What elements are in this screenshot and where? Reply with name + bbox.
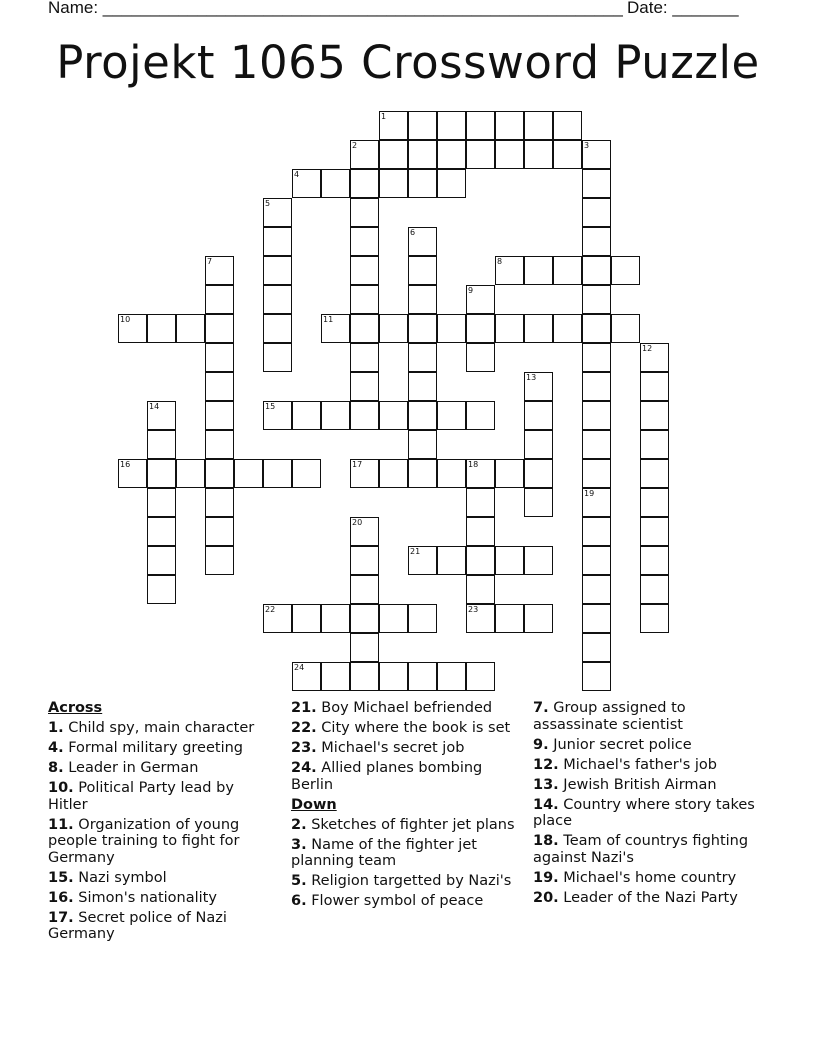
grid-cell[interactable] — [582, 575, 611, 604]
grid-cell[interactable] — [582, 227, 611, 256]
grid-cell[interactable] — [611, 314, 640, 343]
grid-cell[interactable] — [466, 604, 495, 633]
grid-cell[interactable] — [640, 546, 669, 575]
clue-number: 2 — [352, 141, 358, 150]
grid-cell[interactable] — [379, 169, 408, 198]
grid-cell[interactable] — [118, 314, 147, 343]
clue-down-20: 20. Leader of the Nazi Party — [533, 889, 738, 906]
grid-cell[interactable] — [350, 314, 379, 343]
grid-cell[interactable] — [205, 343, 234, 372]
grid-cell[interactable] — [524, 546, 553, 575]
clue-column-1 — [48, 700, 273, 946]
clue-across-11: 11. Organization of young people training to fight for Germany — [48, 816, 240, 866]
grid-cell[interactable] — [437, 662, 466, 691]
grid-cell[interactable] — [640, 401, 669, 430]
grid-cell[interactable] — [350, 169, 379, 198]
grid-cell[interactable] — [495, 140, 524, 169]
grid-cell[interactable] — [234, 459, 263, 488]
grid-cell[interactable] — [582, 604, 611, 633]
grid-cell[interactable] — [379, 459, 408, 488]
clue-down-2: 2. Sketches of fighter jet plans — [291, 816, 515, 833]
grid-cell[interactable] — [466, 111, 495, 140]
grid-cell[interactable] — [437, 401, 466, 430]
grid-cell[interactable] — [640, 343, 669, 372]
grid-cell[interactable] — [292, 401, 321, 430]
grid-cell[interactable] — [321, 169, 350, 198]
grid-cell[interactable] — [495, 459, 524, 488]
clue-down-9: 9. Junior secret police — [533, 736, 692, 753]
grid-cell[interactable] — [582, 198, 611, 227]
grid-cell[interactable] — [350, 546, 379, 575]
grid-cell[interactable] — [495, 314, 524, 343]
grid-cell[interactable] — [350, 198, 379, 227]
grid-cell[interactable] — [611, 256, 640, 285]
grid-cell[interactable] — [147, 314, 176, 343]
grid-cell[interactable] — [466, 662, 495, 691]
grid-cell[interactable] — [437, 140, 466, 169]
date-line[interactable]: Date: _______ — [627, 0, 739, 17]
grid-cell[interactable] — [582, 169, 611, 198]
grid-cell[interactable] — [408, 401, 437, 430]
grid-cell[interactable] — [350, 459, 379, 488]
grid-cell[interactable] — [147, 401, 176, 430]
grid-cell[interactable] — [524, 488, 553, 517]
grid-cell[interactable] — [640, 459, 669, 488]
clue-down-18: 18. Team of countrys fighting against Nazi's — [533, 833, 749, 866]
grid-cell[interactable] — [205, 401, 234, 430]
grid-cell[interactable] — [582, 314, 611, 343]
clue-number: 18 — [468, 460, 479, 469]
grid-cell[interactable] — [466, 575, 495, 604]
grid-cell[interactable] — [466, 459, 495, 488]
grid-cell[interactable] — [640, 575, 669, 604]
grid-cell[interactable] — [350, 256, 379, 285]
grid-cell[interactable] — [147, 459, 176, 488]
clue-number: 13 — [526, 373, 537, 382]
grid-cell[interactable] — [321, 401, 350, 430]
grid-cell[interactable] — [553, 314, 582, 343]
grid-cell[interactable] — [437, 546, 466, 575]
grid-cell[interactable] — [263, 401, 292, 430]
clue-down-13: 13. Jewish British Airman — [533, 776, 717, 793]
grid-cell[interactable] — [350, 633, 379, 662]
clue-across-17: 17. Secret police of Nazi Germany — [48, 909, 227, 942]
grid-cell[interactable] — [408, 372, 437, 401]
grid-cell[interactable] — [640, 430, 669, 459]
clue-number: 19 — [584, 489, 595, 498]
grid-cell[interactable] — [582, 372, 611, 401]
grid-cell[interactable] — [350, 372, 379, 401]
grid-cell[interactable] — [379, 111, 408, 140]
clue-number: 14 — [149, 402, 160, 411]
grid-cell[interactable] — [582, 546, 611, 575]
clue-down-3: 3. Name of the fighter jet planning team — [291, 836, 477, 869]
grid-cell[interactable] — [350, 604, 379, 633]
grid-cell[interactable] — [379, 662, 408, 691]
grid-cell[interactable] — [495, 256, 524, 285]
clue-down-5: 5. Religion targetted by Nazi's — [291, 873, 512, 889]
grid-cell[interactable] — [205, 285, 234, 314]
grid-cell[interactable] — [466, 517, 495, 546]
clue-down-14: 14. Country where story takes place — [533, 796, 755, 829]
grid-cell[interactable] — [292, 662, 321, 691]
clue-across-24: 24. Allied planes bombing Berlin — [291, 760, 483, 793]
grid-cell[interactable] — [263, 227, 292, 256]
clue-number: 23 — [468, 605, 479, 614]
clue-number: 10 — [120, 315, 131, 324]
grid-cell[interactable] — [466, 546, 495, 575]
grid-cell[interactable] — [582, 662, 611, 691]
clue-down-7: 7. Group assigned to assassinate scientist — [533, 700, 686, 733]
grid-cell[interactable] — [350, 662, 379, 691]
grid-cell[interactable] — [582, 488, 611, 517]
grid-cell[interactable] — [321, 314, 350, 343]
grid-cell[interactable] — [379, 604, 408, 633]
grid-cell[interactable] — [582, 401, 611, 430]
clue-across-10: 10. Political Party lead by Hitler — [48, 780, 234, 813]
grid-cell[interactable] — [553, 111, 582, 140]
clue-number: 1 — [381, 112, 387, 121]
grid-cell[interactable] — [205, 372, 234, 401]
grid-cell[interactable] — [582, 256, 611, 285]
grid-cell[interactable] — [437, 169, 466, 198]
grid-cell[interactable] — [292, 459, 321, 488]
grid-cell[interactable] — [379, 140, 408, 169]
clue-across-21: 21. Boy Michael befriended — [291, 700, 493, 716]
grid-cell[interactable] — [147, 517, 176, 546]
grid-cell[interactable] — [321, 604, 350, 633]
grid-cell[interactable] — [408, 459, 437, 488]
grid-cell[interactable] — [263, 256, 292, 285]
across-heading: Across — [48, 700, 103, 716]
grid-cell[interactable] — [524, 111, 553, 140]
grid-cell[interactable] — [408, 343, 437, 372]
grid-cell[interactable] — [118, 459, 147, 488]
clue-number: 9 — [468, 286, 474, 295]
grid-cell[interactable] — [582, 633, 611, 662]
grid-cell[interactable] — [524, 459, 553, 488]
clue-number: 4 — [294, 170, 300, 179]
grid-cell[interactable] — [205, 430, 234, 459]
grid-cell[interactable] — [263, 198, 292, 227]
grid-cell[interactable] — [205, 459, 234, 488]
grid-cell[interactable] — [466, 314, 495, 343]
grid-cell[interactable] — [582, 343, 611, 372]
grid-cell[interactable] — [495, 604, 524, 633]
grid-cell[interactable] — [466, 343, 495, 372]
grid-cell[interactable] — [466, 488, 495, 517]
name-line[interactable]: Name: _______________________________________________________ — [48, 0, 623, 17]
grid-cell[interactable] — [205, 546, 234, 575]
grid-cell[interactable] — [524, 430, 553, 459]
clue-number: 12 — [642, 344, 653, 353]
grid-cell[interactable] — [495, 546, 524, 575]
grid-cell[interactable] — [147, 430, 176, 459]
grid-cell[interactable] — [553, 256, 582, 285]
grid-cell[interactable] — [582, 517, 611, 546]
clue-across-23: 23. Michael's secret job — [291, 740, 465, 756]
grid-cell[interactable] — [437, 314, 466, 343]
grid-cell[interactable] — [640, 488, 669, 517]
grid-cell[interactable] — [524, 401, 553, 430]
clue-number: 21 — [410, 547, 421, 556]
clue-across-22: 22. City where the book is set — [291, 720, 511, 736]
clue-number: 7 — [207, 257, 213, 266]
grid-cell[interactable] — [205, 488, 234, 517]
grid-cell[interactable] — [408, 227, 437, 256]
grid-cell[interactable] — [263, 285, 292, 314]
clue-number: 16 — [120, 460, 131, 469]
clue-across-8: 8. Leader in German — [48, 760, 199, 776]
clue-number: 6 — [410, 228, 416, 237]
grid-cell[interactable] — [147, 575, 176, 604]
clue-number: 3 — [584, 141, 590, 150]
grid-cell[interactable] — [292, 604, 321, 633]
grid-cell[interactable] — [176, 314, 205, 343]
grid-cell[interactable] — [640, 517, 669, 546]
grid-cell[interactable] — [466, 140, 495, 169]
grid-cell[interactable] — [524, 256, 553, 285]
grid-cell[interactable] — [205, 256, 234, 285]
grid-cell[interactable] — [263, 343, 292, 372]
clue-number: 15 — [265, 402, 276, 411]
page-title: Projekt 1065 Crossword Puzzle — [56, 36, 760, 89]
grid-cell[interactable] — [350, 343, 379, 372]
grid-cell[interactable] — [263, 459, 292, 488]
grid-cell[interactable] — [408, 546, 437, 575]
grid-cell[interactable] — [263, 314, 292, 343]
grid-cell[interactable] — [350, 517, 379, 546]
grid-cell[interactable] — [524, 372, 553, 401]
grid-cell[interactable] — [582, 140, 611, 169]
grid-cell[interactable] — [408, 140, 437, 169]
grid-cell[interactable] — [582, 459, 611, 488]
grid-cell[interactable] — [408, 314, 437, 343]
clue-number: 11 — [323, 315, 334, 324]
grid-cell[interactable] — [408, 256, 437, 285]
grid-cell[interactable] — [553, 140, 582, 169]
grid-cell[interactable] — [495, 111, 524, 140]
grid-cell[interactable] — [466, 401, 495, 430]
grid-cell[interactable] — [205, 517, 234, 546]
grid-cell[interactable] — [524, 140, 553, 169]
grid-cell[interactable] — [582, 430, 611, 459]
grid-cell[interactable] — [379, 314, 408, 343]
grid-cell[interactable] — [292, 169, 321, 198]
grid-cell[interactable] — [350, 285, 379, 314]
clue-number: 22 — [265, 605, 276, 614]
clue-column-3 — [533, 700, 773, 910]
grid-cell[interactable] — [640, 604, 669, 633]
grid-cell[interactable] — [350, 401, 379, 430]
clue-across-15: 15. Nazi symbol — [48, 869, 167, 886]
clue-column-2 — [291, 700, 523, 913]
grid-cell[interactable] — [147, 488, 176, 517]
clue-number: 20 — [352, 518, 363, 527]
clue-number: 8 — [497, 257, 503, 266]
grid-cell[interactable] — [408, 111, 437, 140]
clue-down-12: 12. Michael's father's job — [533, 756, 717, 773]
grid-cell[interactable] — [408, 662, 437, 691]
grid-cell[interactable] — [524, 604, 553, 633]
clue-number: 24 — [294, 663, 305, 672]
grid-cell[interactable] — [408, 604, 437, 633]
grid-cell[interactable] — [408, 169, 437, 198]
grid-cell[interactable] — [321, 662, 350, 691]
grid-cell[interactable] — [437, 459, 466, 488]
clue-down-19: 19. Michael's home country — [533, 869, 737, 886]
grid-cell[interactable] — [582, 285, 611, 314]
grid-cell[interactable] — [437, 111, 466, 140]
grid-cell[interactable] — [466, 285, 495, 314]
grid-cell[interactable] — [640, 372, 669, 401]
grid-cell[interactable] — [350, 227, 379, 256]
grid-cell[interactable] — [176, 459, 205, 488]
down-heading: Down — [291, 796, 337, 813]
grid-cell[interactable] — [408, 430, 437, 459]
grid-cell[interactable] — [379, 401, 408, 430]
grid-cell[interactable] — [350, 575, 379, 604]
grid-cell[interactable] — [205, 314, 234, 343]
clue-across-1: 1. Child spy, main character — [48, 720, 255, 736]
grid-cell[interactable] — [408, 285, 437, 314]
grid-cell[interactable] — [147, 546, 176, 575]
clue-across-4: 4. Formal military greeting — [48, 740, 243, 756]
grid-cell[interactable] — [524, 314, 553, 343]
grid-cell[interactable] — [263, 604, 292, 633]
grid-cell[interactable] — [350, 140, 379, 169]
clue-number: 5 — [265, 199, 271, 208]
clue-number: 17 — [352, 460, 363, 469]
clue-across-16: 16. Simon's nationality — [48, 889, 217, 906]
clue-down-6: 6. Flower symbol of peace — [291, 893, 484, 909]
